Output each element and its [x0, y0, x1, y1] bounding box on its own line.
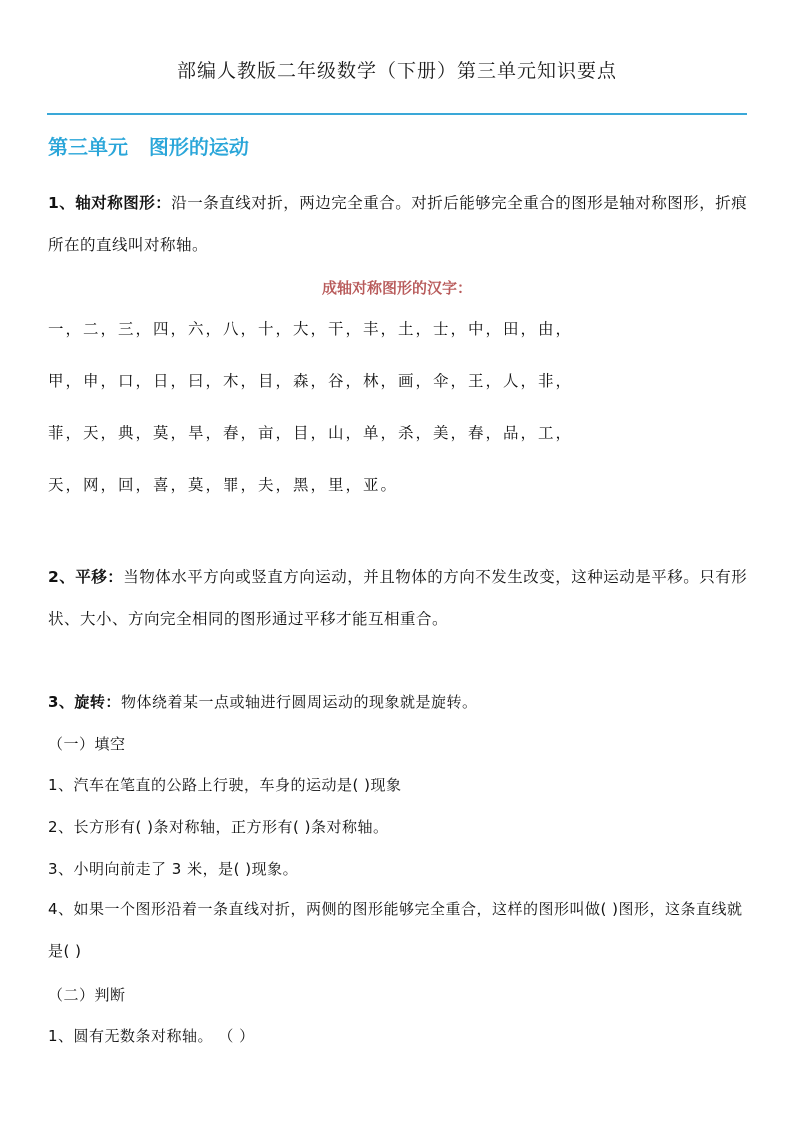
header-divider — [47, 113, 747, 115]
exercise-question: 4、如果一个图形沿着一条直线对折，两侧的图形能够完全重合，这样的图形叫做( )图形，这条直线就是( ) — [48, 900, 743, 960]
point-translation-text: 当物体水平方向或竖直方向运动，并且物体的方向不发生改变，这种运动是平移。只有形状、大小、方向完全相同的图形通过平移才能互相重合。 — [48, 568, 748, 628]
exercise-judge-heading: （二）判断 — [48, 986, 126, 1004]
point-axis-symmetry-text: 沿一条直线对折，两边完全重合。对折后能够完全重合的图形是轴对称图形，折痕所在的直线叫对称轴。 — [48, 194, 748, 254]
exercise-question: 3、小明向前走了 3 米，是( )现象。 — [48, 860, 299, 878]
exercise-fill-heading: （一）填空 — [48, 735, 126, 753]
point-translation — [48, 556, 748, 640]
symmetric-chars-row: 甲，申，口，日，曰，木，目，森，谷，林，画，伞，王，人，非， — [48, 372, 574, 390]
point-axis-symmetry — [48, 182, 748, 266]
exercise-question: 1、汽车在笔直的公路上行驶，车身的运动是( )现象 — [48, 776, 402, 794]
exercise-question: 2、长方形有( )条对称轴，正方形有( )条对称轴。 — [48, 818, 389, 836]
symmetric-chars-heading: 成轴对称图形的汉字： — [321, 279, 472, 297]
exercise-question: 1、圆有无数条对称轴。 （ ） — [48, 1027, 255, 1045]
symmetric-chars-row: 菲，天，典，莫，旱，春，亩，目，山，单，杀，美，春，品，工， — [48, 424, 574, 442]
point-rotation — [48, 690, 477, 714]
symmetric-chars-row: 天，网，回，喜，莫，罪，夫，黑，里，亚。 — [48, 476, 399, 494]
point-translation-label: 2、平移： — [48, 568, 124, 586]
symmetric-chars-row: 一，二，三，四，六，八，十，大，干，丰，土，士，中，田，由， — [48, 320, 574, 338]
point-rotation-label: 3、旋转： — [48, 693, 121, 711]
point-rotation-text: 物体绕着某一点或轴进行圆周运动的现象就是旋转。 — [120, 693, 478, 711]
page-title: 部编人教版二年级数学（下册）第三单元知识要点 — [176, 60, 617, 82]
point-axis-symmetry-label: 1、轴对称图形： — [48, 194, 172, 212]
section-title: 第三单元 图形的运动 — [48, 135, 249, 159]
